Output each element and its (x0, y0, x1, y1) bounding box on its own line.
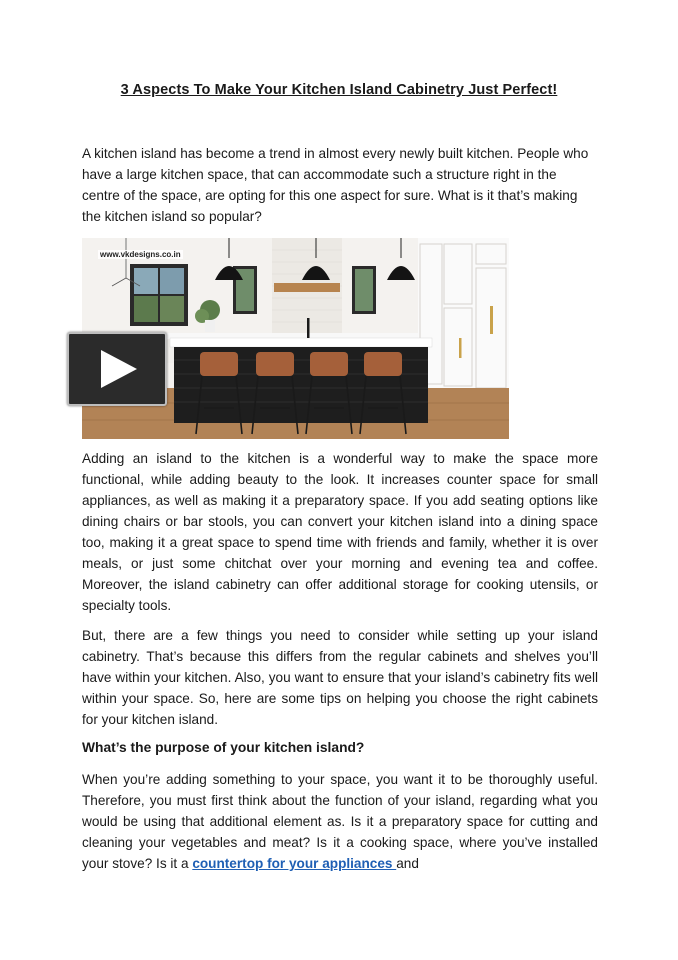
body-paragraph-3: But, there are a few things you need to consider while setting up your island cabinetry. That’s because this differs from the regular cabinets and shelves you’ll have within your kitchen. Also, you want to ensure that your island’s cabinetry fits well within your space. So, here are some tips on helping you choose the right cabinets for your kitchen island. (82, 628, 598, 727)
document-title: 3 Aspects To Make Your Kitchen Island Cabinetry Just Perfect! (120, 82, 558, 98)
section-heading-purpose: What’s the purpose of your kitchen island? (82, 740, 365, 755)
video-play-button[interactable] (67, 332, 167, 406)
image-watermark: www.vkdesigns.co.in (100, 250, 181, 259)
body-paragraph-4 (82, 769, 598, 874)
intro-paragraph: A kitchen island has become a trend in almost every newly built kitchen. People who have a large kitchen space, that can accommodate such a structure right in the centre of the space, are opting for this one aspect for sure. What is it that’s making the kitchen island so popular? (82, 146, 589, 224)
play-icon (99, 348, 139, 390)
paragraph-4-text-start: When you’re adding something to your space, you want it to be thoroughly useful. Therefore, you must first think about the function of your island, regarding what you would be using that additional element as. Is it a preparatory space for cutting and cleaning your vegetables and meat? Is it a cooking space, where you’ve installed your stove? Is it a (82, 772, 598, 871)
body-paragraph-2: Adding an island to the kitchen is a wonderful way to make the space more functional, while adding beauty to the look. It increases counter space for small appliances, as well as making it a preparatory space. If you add seating options like dining chairs or bar stools, you can convert your kitchen island into a dining space too, making it a great space to spend time with friends and family, whether it is over meals, or just some chitchat over your morning and evening tea and coffee. Moreover, the island cabinetry can offer additional storage for cooking utensils, or specialty tools. (82, 451, 598, 613)
paragraph-4-text-end: and (396, 856, 419, 871)
countertop-appliances-link[interactable]: countertop for your appliances (192, 856, 397, 871)
